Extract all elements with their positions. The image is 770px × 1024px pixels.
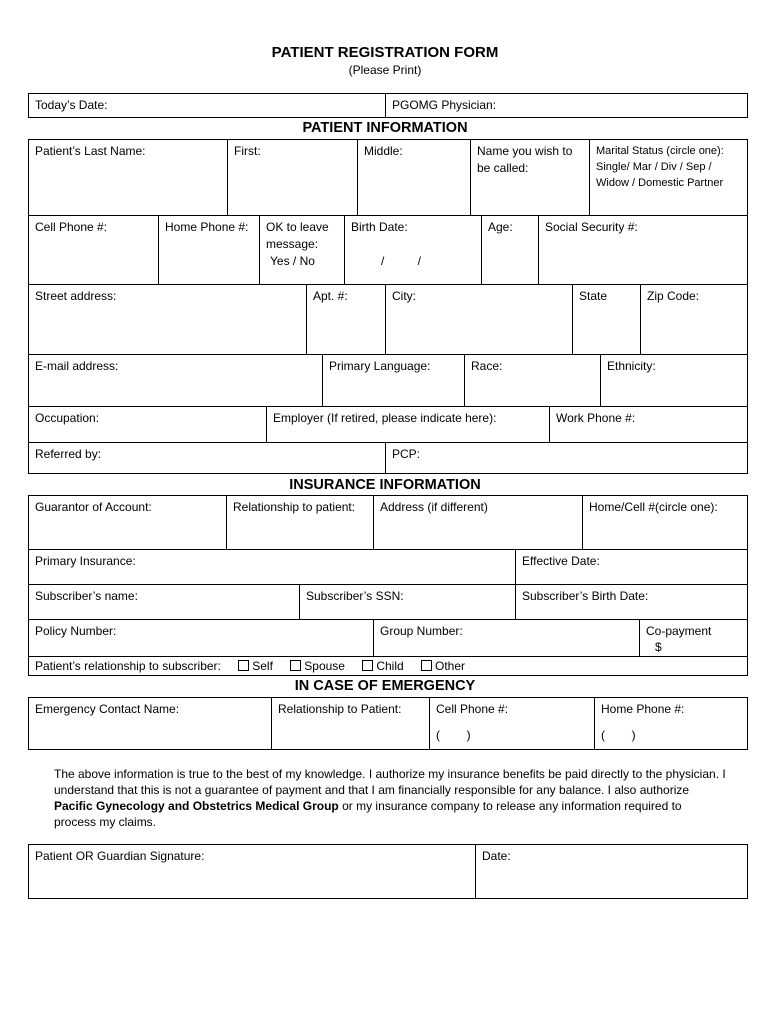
emergency-cell-phone-field[interactable] — [429, 697, 595, 750]
emergency-contact-name-field[interactable] — [28, 697, 272, 750]
marital-status-label: Marital Status (circle one): — [596, 145, 724, 157]
ok-to-leave-message-field[interactable] — [259, 215, 345, 285]
authorization-text-2: or my insurance company to release any information required to process my claims. — [54, 799, 682, 829]
guarantor-address-field[interactable] — [373, 495, 583, 550]
copayment-dollar: $ — [655, 640, 662, 654]
middle-name-field[interactable] — [357, 139, 471, 216]
spouse-checkbox[interactable] — [290, 660, 301, 671]
ok-message-label-2: message: — [266, 237, 319, 251]
other-checkbox[interactable] — [421, 660, 432, 671]
child-option-label: Child — [376, 659, 404, 673]
form-subtitle: (Please Print) — [348, 63, 422, 77]
state-label: State — [579, 289, 608, 303]
zip-code-label: Zip Code: — [647, 289, 700, 303]
copayment-field[interactable] — [639, 619, 748, 657]
primary-insurance-field[interactable] — [28, 549, 516, 585]
emergency-relationship-field[interactable] — [271, 697, 430, 750]
city-field[interactable] — [385, 284, 573, 355]
emergency-home-phone-field[interactable] — [594, 697, 748, 750]
physician-field[interactable] — [385, 93, 748, 118]
authorization-text-1: The above information is true to the best of my knowledge. I authorize my insurance benefits be paid directly to the physician. I understand that this is not a guarantee of payment and that I am financially responsible for any balance. I also authorize — [54, 767, 726, 797]
zip-code-field[interactable] — [640, 284, 748, 355]
other-option-label: Other — [435, 659, 466, 673]
policy-number-label: Policy Number: — [35, 624, 117, 638]
emergency-heading: IN CASE OF EMERGENCY — [294, 678, 476, 694]
email-label: E-mail address: — [35, 359, 119, 373]
guarantor-address-label: Address (if different) — [380, 500, 488, 514]
ethnicity-field[interactable] — [600, 354, 748, 407]
group-number-label: Group Number: — [380, 624, 463, 638]
ssn-label: Social Security #: — [545, 220, 638, 234]
birth-date-slashes: / / — [381, 254, 422, 268]
relationship-to-subscriber-label: Patient’s relationship to subscriber: — [35, 659, 221, 673]
primary-insurance-label: Primary Insurance: — [35, 554, 136, 568]
preferred-name-label-2: be called: — [477, 161, 529, 175]
todays-date-field[interactable] — [28, 93, 386, 118]
race-field[interactable] — [464, 354, 601, 407]
apt-label: Apt. #: — [313, 289, 348, 303]
policy-number-field[interactable] — [28, 619, 374, 657]
state-field[interactable] — [572, 284, 641, 355]
age-label: Age: — [488, 220, 513, 234]
last-name-label: Patient’s Last Name: — [35, 144, 146, 158]
guarantor-phone-field[interactable] — [582, 495, 748, 550]
ok-message-label-1: OK to leave — [266, 220, 329, 234]
form-title: PATIENT REGISTRATION FORM — [271, 44, 499, 61]
guarantor-field[interactable] — [28, 495, 227, 550]
marital-options-1: Single/ Mar / Div / Sep / — [596, 161, 712, 173]
city-label: City: — [392, 289, 416, 303]
group-number-field[interactable] — [373, 619, 640, 657]
first-name-label: First: — [234, 144, 261, 158]
ssn-field[interactable] — [538, 215, 748, 285]
emergency-home-area-code: ( ) — [601, 728, 636, 742]
work-phone-field[interactable] — [549, 406, 748, 443]
relationship-to-subscriber-row — [28, 656, 748, 676]
child-checkbox[interactable] — [362, 660, 373, 671]
email-field[interactable] — [28, 354, 323, 407]
signature-label: Patient OR Guardian Signature: — [35, 849, 205, 863]
effective-date-label: Effective Date: — [522, 554, 600, 568]
physician-label: PGOMG Physician: — [392, 98, 497, 112]
subscriber-ssn-label: Subscriber’s SSN: — [306, 589, 404, 603]
preferred-name-label-1: Name you wish to — [477, 144, 573, 158]
age-field[interactable] — [481, 215, 539, 285]
insurance-info-heading: INSURANCE INFORMATION — [289, 477, 481, 493]
primary-language-label: Primary Language: — [329, 359, 431, 373]
guarantor-label: Guarantor of Account: — [35, 500, 152, 514]
emergency-home-phone-label: Home Phone #: — [601, 702, 685, 716]
street-address-label: Street address: — [35, 289, 117, 303]
work-phone-label: Work Phone #: — [556, 411, 636, 425]
signature-date-label: Date: — [482, 849, 511, 863]
guarantor-relationship-label: Relationship to patient: — [233, 500, 356, 514]
ok-message-options: Yes / No — [270, 254, 315, 268]
home-phone-field[interactable] — [158, 215, 260, 285]
preferred-name-field[interactable] — [470, 139, 590, 216]
todays-date-label: Today’s Date: — [35, 98, 108, 112]
effective-date-field[interactable] — [515, 549, 748, 585]
emergency-contact-name-label: Emergency Contact Name: — [35, 702, 180, 716]
subscriber-birth-date-field[interactable] — [515, 584, 748, 620]
occupation-field[interactable] — [28, 406, 267, 443]
birth-date-field[interactable] — [344, 215, 482, 285]
subscriber-name-field[interactable] — [28, 584, 300, 620]
home-phone-label: Home Phone #: — [165, 220, 249, 234]
referred-by-label: Referred by: — [35, 447, 102, 461]
subscriber-birth-date-label: Subscriber’s Birth Date: — [522, 589, 649, 603]
authorization-statement — [54, 766, 726, 830]
pcp-field[interactable] — [385, 442, 748, 474]
self-option-label: Self — [252, 659, 273, 673]
apt-field[interactable] — [306, 284, 386, 355]
pcp-label: PCP: — [392, 447, 421, 461]
first-name-field[interactable] — [227, 139, 358, 216]
guarantor-relationship-field[interactable] — [226, 495, 374, 550]
subscriber-name-label: Subscriber’s name: — [35, 589, 138, 603]
signature-date-field[interactable] — [475, 844, 748, 899]
birth-date-label: Birth Date: — [351, 220, 408, 234]
employer-field[interactable] — [266, 406, 550, 443]
cell-phone-field[interactable] — [28, 215, 159, 285]
race-label: Race: — [471, 359, 503, 373]
cell-phone-label: Cell Phone #: — [35, 220, 108, 234]
emergency-relationship-label: Relationship to Patient: — [278, 702, 402, 716]
patient-info-heading: PATIENT INFORMATION — [302, 120, 468, 136]
marital-status-field[interactable] — [589, 139, 748, 216]
ethnicity-label: Ethnicity: — [607, 359, 656, 373]
employer-label: Employer (If retired, please indicate here): — [273, 411, 497, 425]
occupation-label: Occupation: — [35, 411, 100, 425]
guarantor-phone-label: Home/Cell #(circle one): — [589, 500, 718, 514]
marital-options-2: Widow / Domestic Partner — [596, 177, 724, 189]
signature-field[interactable] — [28, 844, 476, 899]
street-address-field[interactable] — [28, 284, 307, 355]
copayment-label: Co-payment — [646, 624, 712, 638]
referred-by-field[interactable] — [28, 442, 386, 474]
subscriber-ssn-field[interactable] — [299, 584, 516, 620]
emergency-cell-area-code: ( ) — [436, 728, 471, 742]
middle-name-label: Middle: — [364, 144, 403, 158]
self-checkbox[interactable] — [238, 660, 249, 671]
emergency-cell-phone-label: Cell Phone #: — [436, 702, 509, 716]
practice-name: Pacific Gynecology and Obstetrics Medical Group — [54, 799, 339, 813]
spouse-option-label: Spouse — [304, 659, 345, 673]
primary-language-field[interactable] — [322, 354, 465, 407]
last-name-field[interactable] — [28, 139, 228, 216]
